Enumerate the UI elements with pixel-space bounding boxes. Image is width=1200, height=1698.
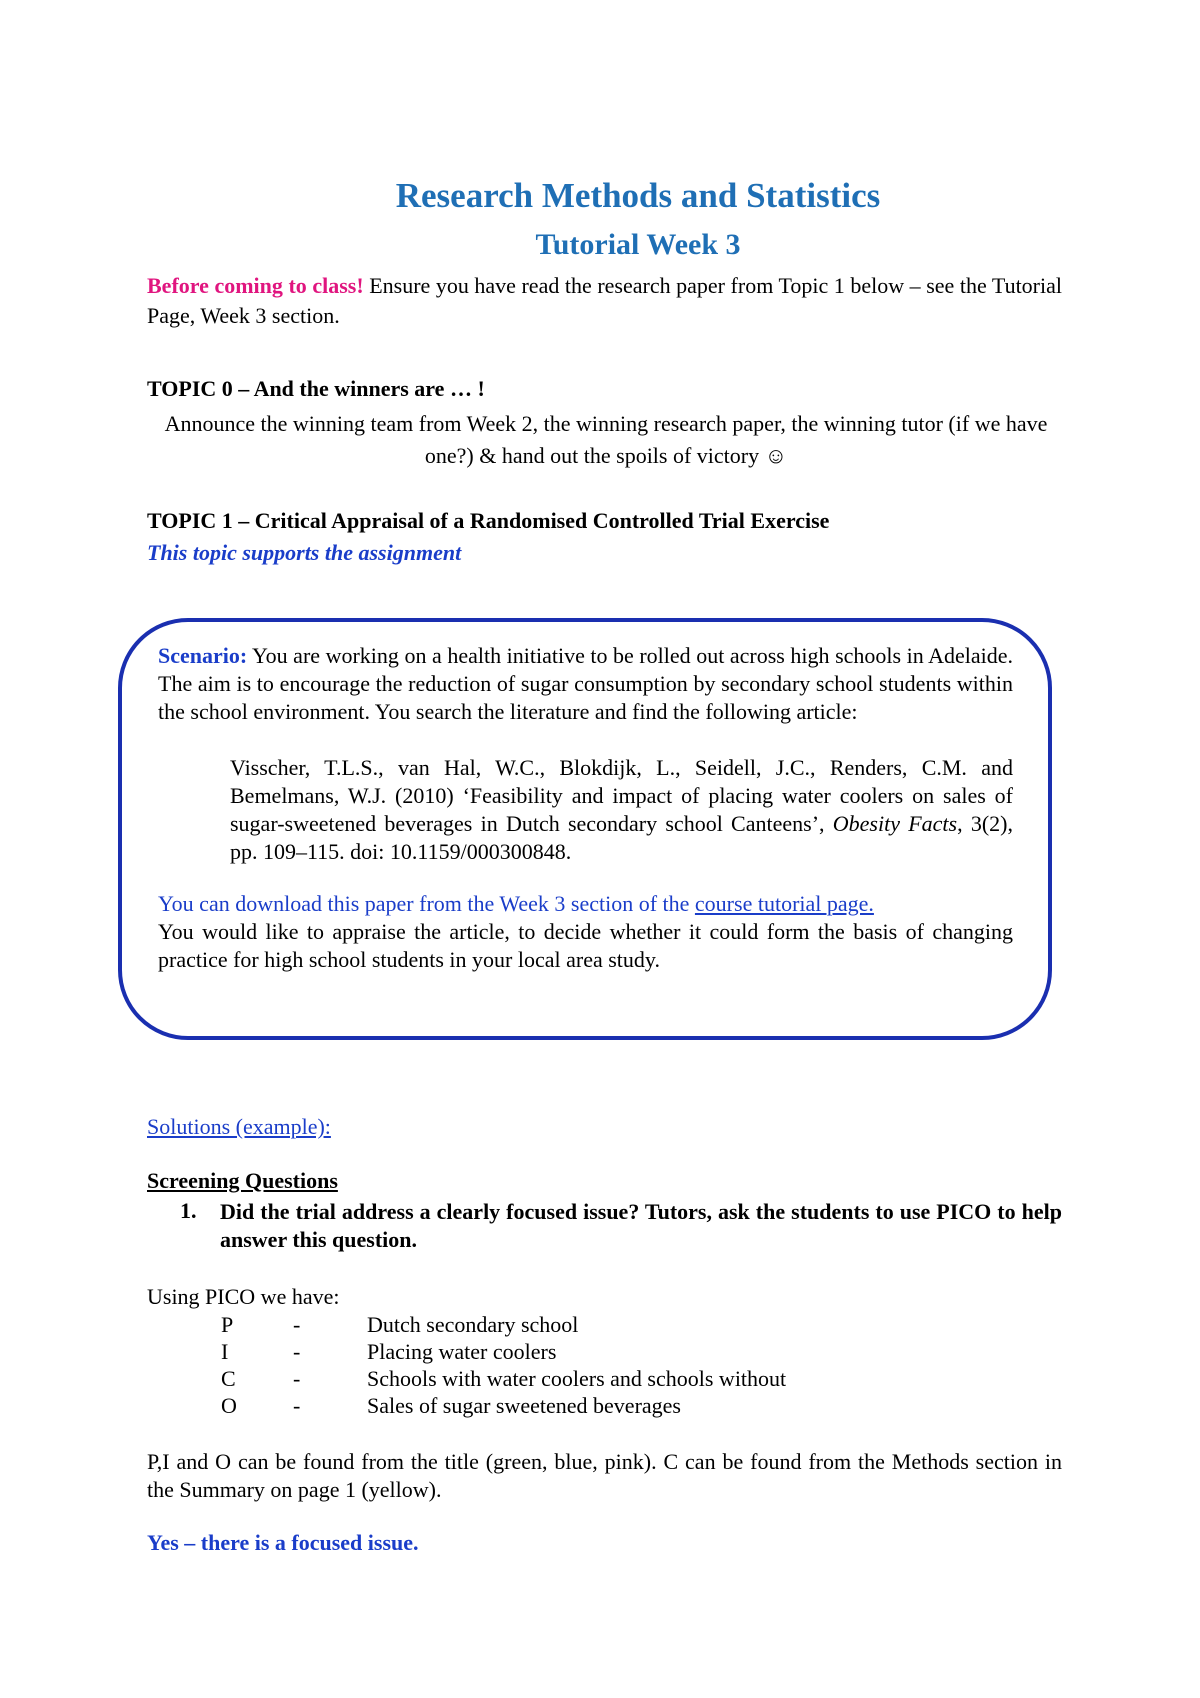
document-subtitle: Tutorial Week 3 [535,228,741,261]
screening-heading: Screening Questions [147,1168,338,1193]
pico-row [0,1339,1200,1367]
citation-end: , 3(2), pp. 109–115. doi: 10.1159/000300848. [230,811,1013,864]
download-line [158,891,874,917]
pico-dash: - [293,1366,301,1391]
scenario-label: Scenario: [158,643,248,668]
appraise-paragraph: You would like to appraise the article, to decide whether it could form the basis of changing practice for high school students in your local area study. [158,919,1013,972]
pico-text: Sales of sugar sweetened beverages [367,1393,681,1418]
scenario-text: You are working on a health initiative to be rolled out across high schools in Adelaide. The aim is to encourage the reduction of sugar consumption by secondary school students within the school environment. You search the literature and find the following article: [158,643,1013,724]
citation-main: Visscher, T.L.S., van Hal, W.C., Blokdijk, L., Seidell, J.C., Renders, C.M. and Bemelmans, W.J. (2010) ‘Feasibility and impact of placing water coolers on sales of sugar-sweetened beverages in Dutch secondary school Canteens’, [230,755,1013,836]
question-number: 1. [180,1198,197,1223]
topic1-supports-note: This topic supports the assignment [147,540,462,565]
before-class-label: Before coming to class! [147,273,364,298]
pico-text: Dutch secondary school [367,1312,579,1337]
answer-text: Yes – there is a focused issue. [147,1530,419,1555]
download-text: You can download this paper from the Week 3 section of the [158,891,695,916]
pico-dash: - [293,1312,301,1337]
solutions-label: Solutions (example): [147,1114,331,1139]
pico-letter: C [221,1366,236,1391]
pico-text: Placing water coolers [367,1339,557,1364]
pico-row [0,1393,1200,1421]
course-tutorial-link[interactable]: course tutorial page. [694,891,874,916]
scenario-paragraph [158,642,1013,726]
pico-dash: - [293,1393,301,1418]
citation-journal: Obesity Facts [832,811,958,836]
pico-letter: I [221,1339,229,1364]
pico-letter: P [221,1312,234,1337]
pico-letter: O [221,1393,237,1418]
pico-text: Schools with water coolers and schools without [367,1366,787,1391]
pio-explanation: P,I and O can be found from the title (green, blue, pink). C can be found from the Methods section in the Summary on page 1 (yellow). [147,1449,1062,1502]
topic1-heading: TOPIC 1 – Critical Appraisal of a Randomised Controlled Trial Exercise [147,508,830,533]
topic0-heading: TOPIC 0 – And the winners are … ! [147,376,485,401]
intro-paragraph [147,271,1062,331]
pico-row [0,1366,1200,1394]
document-title: Research Methods and Statistics [395,176,881,215]
intro-text: Ensure you have read the research paper from Topic 1 below – see the Tutorial Page, Week 3 section. [147,273,1062,328]
pico-row [0,1312,1200,1340]
topic0-text: Announce the winning team from Week 2, the winning research paper, the winning tutor (if we have one?) & hand out the spoils of victory ☺ [164,411,1048,468]
pico-intro: Using PICO we have: [147,1284,340,1309]
citation [230,754,1013,866]
question-text: Did the trial address a clearly focused issue? Tutors, ask the students to use PICO to help answer this question. [220,1199,1062,1252]
pico-dash: - [293,1339,301,1364]
